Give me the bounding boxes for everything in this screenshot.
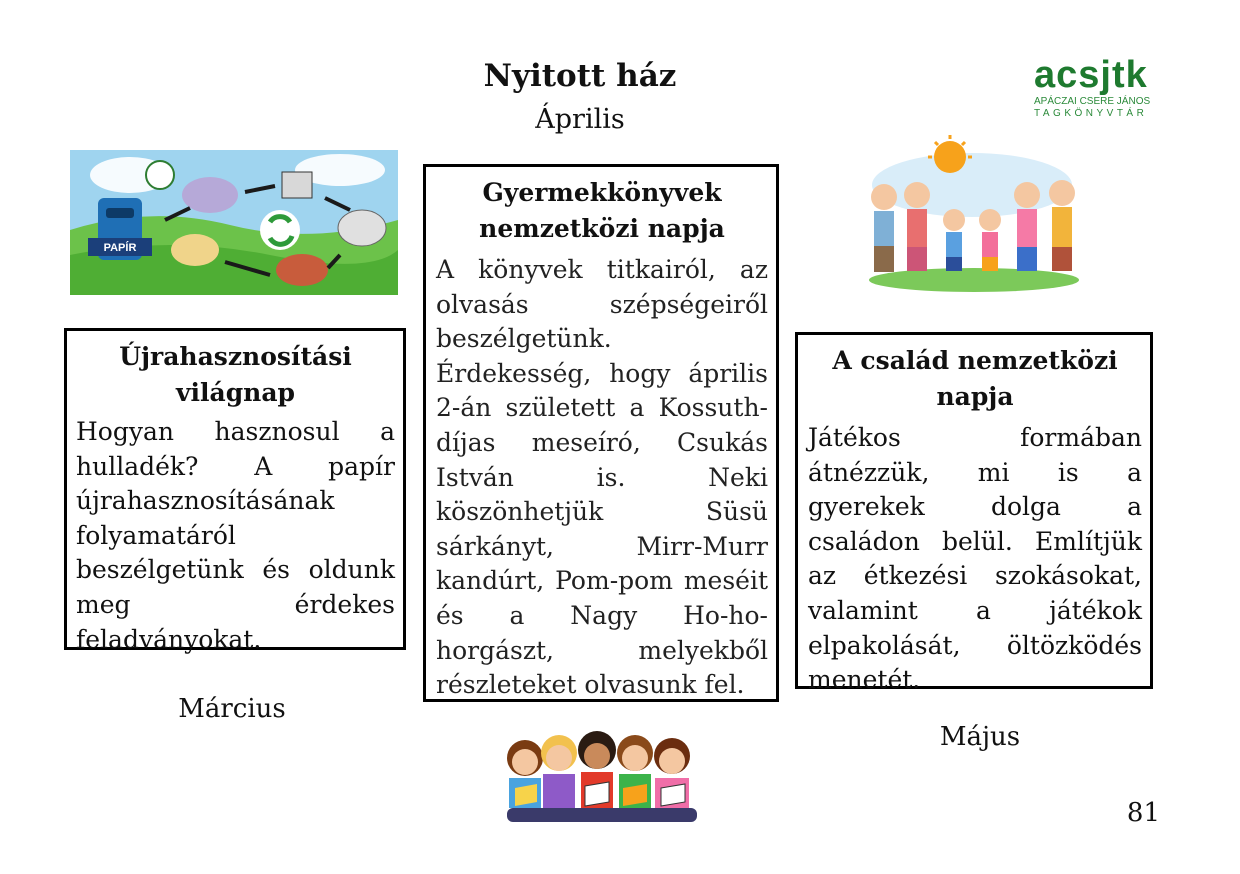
family-day-text: Játékos formában átnézzük, mi is a gyerekek dolga a családon belül. Említjük az étkezési szokásokat, valamint a játékok elpakolását, öltözködés menetét. <box>808 423 1142 695</box>
children-reading-illustration <box>497 728 707 828</box>
childrens-book-day-text: A könyvek titkairól, az olvasás szépségeiről beszélgetünk. Érdekesség, hogy április 2-án született a Kossuth-díjas meseíró, Csukás István is. Neki köszönhetjük Süsü sárkányt, Mirr-Murr kandúrt, Pom-pom meséit és a Nagy Ho-ho-horgászt, melyekből részleteket olvasunk fel. <box>436 255 768 700</box>
paper-bin-label: PAPÍR <box>103 242 137 254</box>
logo-mark: acsjtk <box>1034 54 1148 96</box>
page-title: Nyitott ház <box>483 58 677 94</box>
logo-line-2: TAGKÖNYVTÁR <box>1034 108 1148 119</box>
recycling-day-text: Hogyan hasznosul a hulladék? A papír újrahasznosításának folyamatáról beszélgetünk és oldunk meg érdekes feladványokat. <box>76 417 395 654</box>
logo-line-1: APÁCZAI CSERE JÁNOS <box>1034 96 1151 107</box>
recycling-illustration <box>70 150 398 295</box>
childrens-book-day-box <box>423 164 779 702</box>
month-may: Május <box>939 722 1021 752</box>
family-day-box <box>795 332 1153 695</box>
month-march: Március <box>178 694 286 724</box>
recycling-day-title: Újrahasznosítási világnap <box>119 342 352 407</box>
month-april: Április <box>535 104 625 135</box>
family-illustration <box>862 135 1087 295</box>
page-number: 81 <box>1126 798 1160 828</box>
family-day-title: A család nemzetközi napja <box>832 346 1118 411</box>
childrens-book-day-title: Gyermekkönyvek nemzetközi napja <box>479 178 725 243</box>
recycling-day-box <box>64 328 406 654</box>
library-logo <box>1034 56 1159 126</box>
